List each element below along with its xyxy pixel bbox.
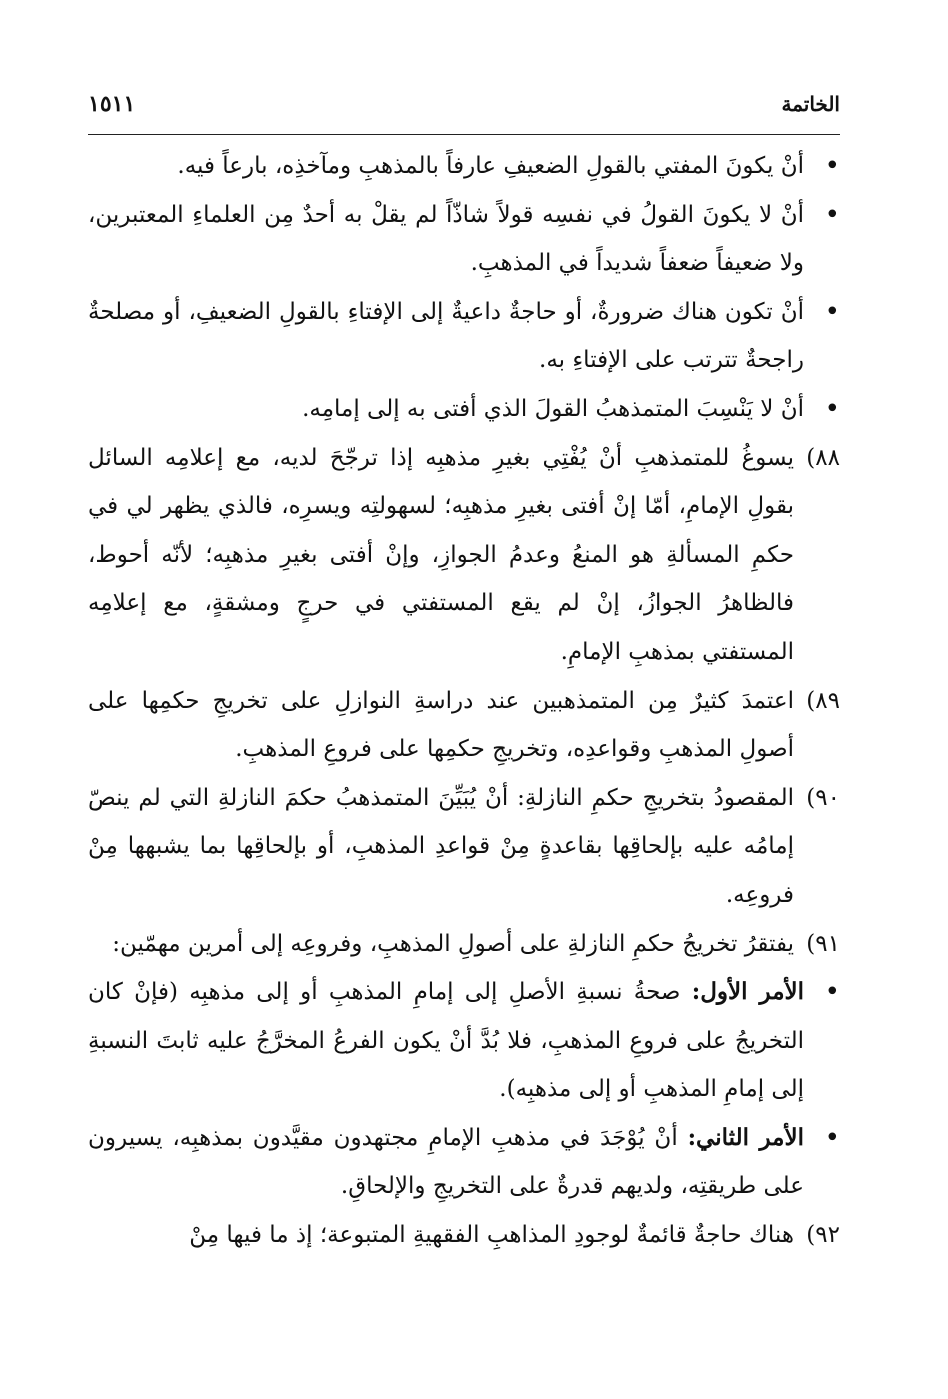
header-rule bbox=[88, 134, 840, 135]
item-number: ٩٠) bbox=[806, 784, 840, 811]
page-number: ١٥١١ bbox=[88, 91, 136, 117]
bullet-icon: • bbox=[824, 151, 840, 181]
bullet-text: صحةُ نسبةِ الأصلِ إلى إمامِ المذهبِ أو إلى مذهبِه (فإنْ كان التخريجُ على فروعِ المذهبِ، فلا بُدَّ أنْ يكون الفرعُ المخرَّجُ عليه ثابتَ النسبةِ إلى إمامِ المذهبِ أو إلى مذهبِه). bbox=[88, 979, 804, 1103]
bullet-icon: • bbox=[824, 199, 840, 230]
nested-bullet-item bbox=[88, 1114, 840, 1211]
bullet-text: أنْ لا يكونَ القولُ في نفسِه قولاً شاذّاً لم يقلْ به أحدٌ مِن العلماءِ المعتبرين، ولا ضعيفاً ضعفاً شديداً في المذهبِ. bbox=[88, 201, 804, 277]
bullet-item bbox=[88, 191, 840, 288]
bullet-item bbox=[88, 142, 840, 191]
item-number: ٩١) bbox=[806, 930, 840, 957]
page-body bbox=[88, 142, 840, 1260]
nested-bullet-item bbox=[88, 968, 840, 1114]
bullet-text: أنْ لا يَنْسِبَ المتمذهبُ القولَ الذي أفتى به إلى إمامِه. bbox=[302, 395, 804, 422]
item-number: ٩٢) bbox=[806, 1222, 840, 1249]
item-number: ٨٨) bbox=[806, 444, 840, 471]
bullet-label: الأمر الأول: bbox=[691, 978, 805, 1006]
item-text: يفتقرُ تخريجُ حكمِ النازلةِ على أصولِ المذهبِ، وفروعِه إلى أمرين مهمّين: bbox=[112, 930, 794, 957]
numbered-item bbox=[88, 1211, 840, 1260]
numbered-item bbox=[88, 677, 840, 774]
bullet-text: أنْ تكون هناك ضرورةٌ، أو حاجةٌ داعيةٌ إلى الإفتاءِ بالقولِ الضعيفِ، أو مصلحةٌ راجحةٌ تترتب على الإفتاءِ به. bbox=[88, 298, 804, 374]
item-number: ٨٩) bbox=[806, 687, 840, 714]
numbered-item bbox=[88, 920, 840, 969]
item-text: اعتمدَ كثيرٌ مِن المتمذهبين عند دراسةِ النوازلِ على تخريجِ حكمِها على أصولِ المذهبِ وقواعدِه، وتخريجِ حكمِها على فروعِ المذهبِ. bbox=[88, 687, 794, 763]
item-text: هناك حاجةٌ قائمةٌ لوجودِ المذاهبِ الفقهيةِ المتبوعة؛ إذ ما فيها مِنْ bbox=[189, 1222, 794, 1249]
bullet-label: الأمر الثاني: bbox=[687, 1123, 805, 1151]
bullet-item bbox=[88, 288, 840, 385]
bullet-item bbox=[88, 385, 840, 434]
numbered-item bbox=[88, 434, 840, 677]
running-title: الخاتمة bbox=[781, 92, 840, 116]
bullet-icon: • bbox=[824, 393, 840, 424]
bullet-icon: • bbox=[824, 296, 840, 327]
item-text: يسوغُ للمتمذهبِ أنْ يُفْتِي بغيرِ مذهبِه إذا ترجّحَ لديه، مع إعلامِه السائل بقولِ الإمامِ، أمّا إنْ أفتى بغيرِ مذهبِه؛ لسهولتِه ويسرِه، فالذي يظهر لي في حكمِ المسألةِ هو المنعُ وعدمُ الجوازِ، وإنْ أفتى بغيرِ مذهبِه؛ لأنّه أحوط، فالظاهرُ الجوازُ، إنْ لم يقع المستفتي في حرجٍ ومشقةٍ، مع إعلامِه المستفتي بمذهبِ الإمامِ. bbox=[88, 444, 794, 665]
item-text: المقصودُ بتخريجِ حكمِ النازلةِ: أنْ يُبَيِّنَ المتمذهبُ حكمَ النازلةِ التي لم ينصّ إمامُه عليه بإلحاقِها بقاعدةٍ مِنْ قواعدِ المذهبِ، أو بإلحاقِها بما يشبهها مِنْ فروعِه. bbox=[88, 784, 794, 908]
bullet-icon: • bbox=[824, 977, 840, 1008]
bullet-text: أنْ يكونَ المفتي بالقولِ الضعيفِ عارفاً بالمذهبِ ومآخذِه، بارعاً فيه. bbox=[177, 153, 804, 179]
bullet-icon: • bbox=[824, 1122, 840, 1153]
page-header bbox=[88, 84, 840, 124]
numbered-item bbox=[88, 774, 840, 920]
bullet-text: أنْ يُوْجَدَ في مذهبِ الإمامِ مجتهدون مقيَّدون بمذهبِه، يسيرون على طريقتِه، ولديهم قدرةٌ على التخريجِ والإلحاقِ. bbox=[88, 1124, 804, 1200]
